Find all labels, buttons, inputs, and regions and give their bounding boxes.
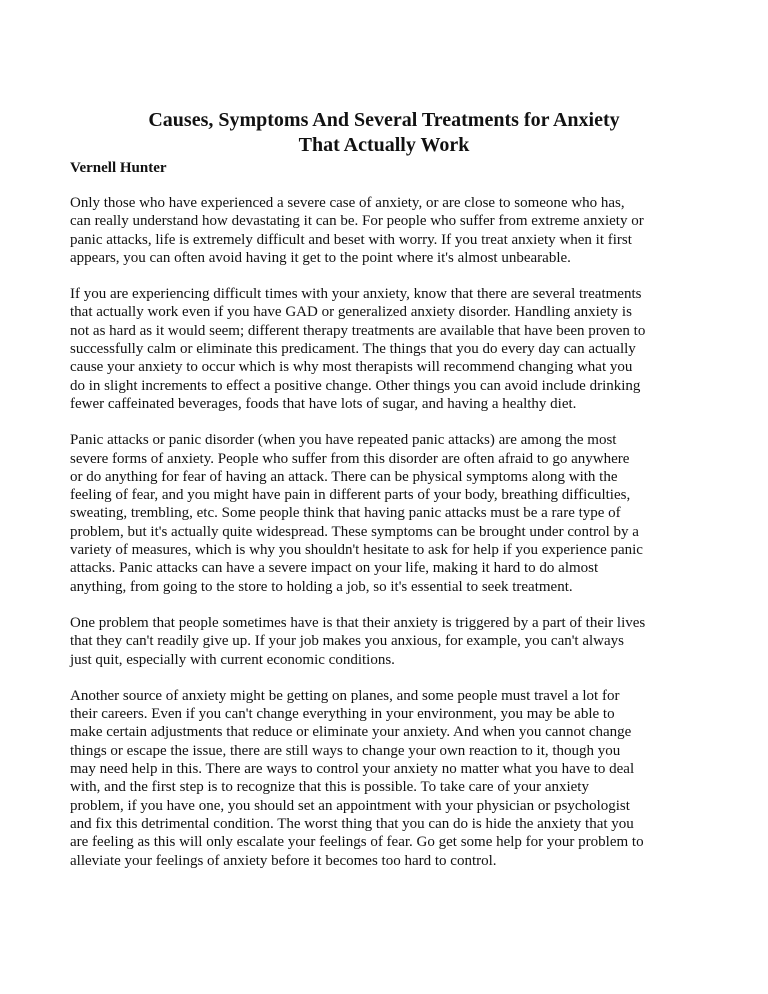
text-line: cause your anxiety to occur which is why most therapists will recommend changing what you: [70, 359, 633, 376]
text-line: alleviate your feelings of anxiety before it becomes too hard to control.: [70, 852, 497, 869]
text-line: variety of measures, which is why you shouldn't hesitate to ask for help if you experience panic: [70, 542, 643, 559]
page-title: [70, 108, 698, 158]
paragraph-4: [70, 614, 710, 669]
text-line: just quit, especially with current economic conditions.: [70, 651, 395, 668]
text-line: that they can't readily give up. If your job makes you anxious, for example, you can't always: [70, 633, 624, 650]
text-line: may need help in this. There are ways to control your anxiety no matter what you have to deal: [70, 761, 635, 778]
text-line: can really understand how devastating it can be. For people who suffer from extreme anxiety or: [70, 213, 644, 230]
text-line: and fix this detrimental condition. The worst thing that you can do is hide the anxiety that you: [70, 815, 634, 832]
text-line: successfully calm or eliminate this predicament. The things that you do every day can actually: [70, 341, 636, 358]
text-line: anything, from going to the store to holding a job, so it's essential to seek treatment.: [70, 578, 573, 595]
text-line: attacks. Panic attacks can have a severe impact on your life, making it hard to do almost: [70, 560, 599, 577]
title-line: That Actually Work: [298, 134, 470, 156]
text-line: sweating, trembling, etc. Some people think that having panic attacks must be a rare type of: [70, 505, 621, 522]
title-line: Causes, Symptoms And Several Treatments for Anxiety: [148, 109, 620, 131]
text-line: with, and the first step is to recognize that this is possible. To take care of your anxiety: [70, 779, 589, 796]
text-line: appears, you can often avoid having it get to the point where it's almost unbearable.: [70, 249, 571, 266]
paragraph-2: [70, 285, 710, 413]
text-line: fewer caffeinated beverages, foods that have lots of sugar, and having a healthy diet.: [70, 395, 577, 412]
text-line: severe forms of anxiety. People who suffer from this disorder are often afraid to go anywhere: [70, 450, 630, 467]
text-line: do in slight increments to effect a positive change. Other things you can avoid include drinking: [70, 377, 641, 394]
text-line: or do anything for fear of having an attack. There can be physical symptoms along with the: [70, 468, 618, 485]
text-line: that actually work even if you have GAD or generalized anxiety disorder. Handling anxiety is: [70, 304, 632, 321]
paragraph-1: [70, 194, 710, 267]
text-line: their careers. Even if you can't change everything in your environment, you may be able to: [70, 706, 615, 723]
text-line: panic attacks, life is extremely difficult and beset with worry. If you treat anxiety when it first: [70, 231, 632, 248]
article-body: [70, 194, 710, 888]
paragraph-5: [70, 687, 710, 870]
text-line: problem, if you have one, you should set an appointment with your physician or psychologist: [70, 797, 630, 814]
text-line: are feeling as this will only escalate your feelings of fear. Go get some help for your problem to: [70, 834, 644, 851]
text-line: If you are experiencing difficult times with your anxiety, know that there are several treatments: [70, 286, 642, 303]
paragraph-3: [70, 431, 710, 596]
text-line: Panic attacks or panic disorder (when you have repeated panic attacks) are among the most: [70, 432, 617, 449]
text-line: make certain adjustments that reduce or eliminate your anxiety. And when you cannot change: [70, 724, 632, 741]
text-line: not as hard as it would seem; different therapy treatments are available that have been proven to: [70, 322, 646, 339]
text-line: problem, but it's actually quite widespread. These symptoms can be brought under control by a: [70, 523, 639, 540]
text-line: things or escape the issue, there are still ways to change your own reaction to it, though you: [70, 742, 621, 759]
text-line: Only those who have experienced a severe case of anxiety, or are close to someone who has,: [70, 195, 625, 211]
text-line: Another source of anxiety might be getting on planes, and some people must travel a lot for: [70, 687, 620, 704]
author-name: Vernell Hunter: [70, 160, 167, 176]
text-line: One problem that people sometimes have is that their anxiety is triggered by a part of their lives: [70, 614, 646, 631]
text-line: feeling of fear, and you might have pain in different parts of your body, breathing difficulties,: [70, 487, 631, 504]
